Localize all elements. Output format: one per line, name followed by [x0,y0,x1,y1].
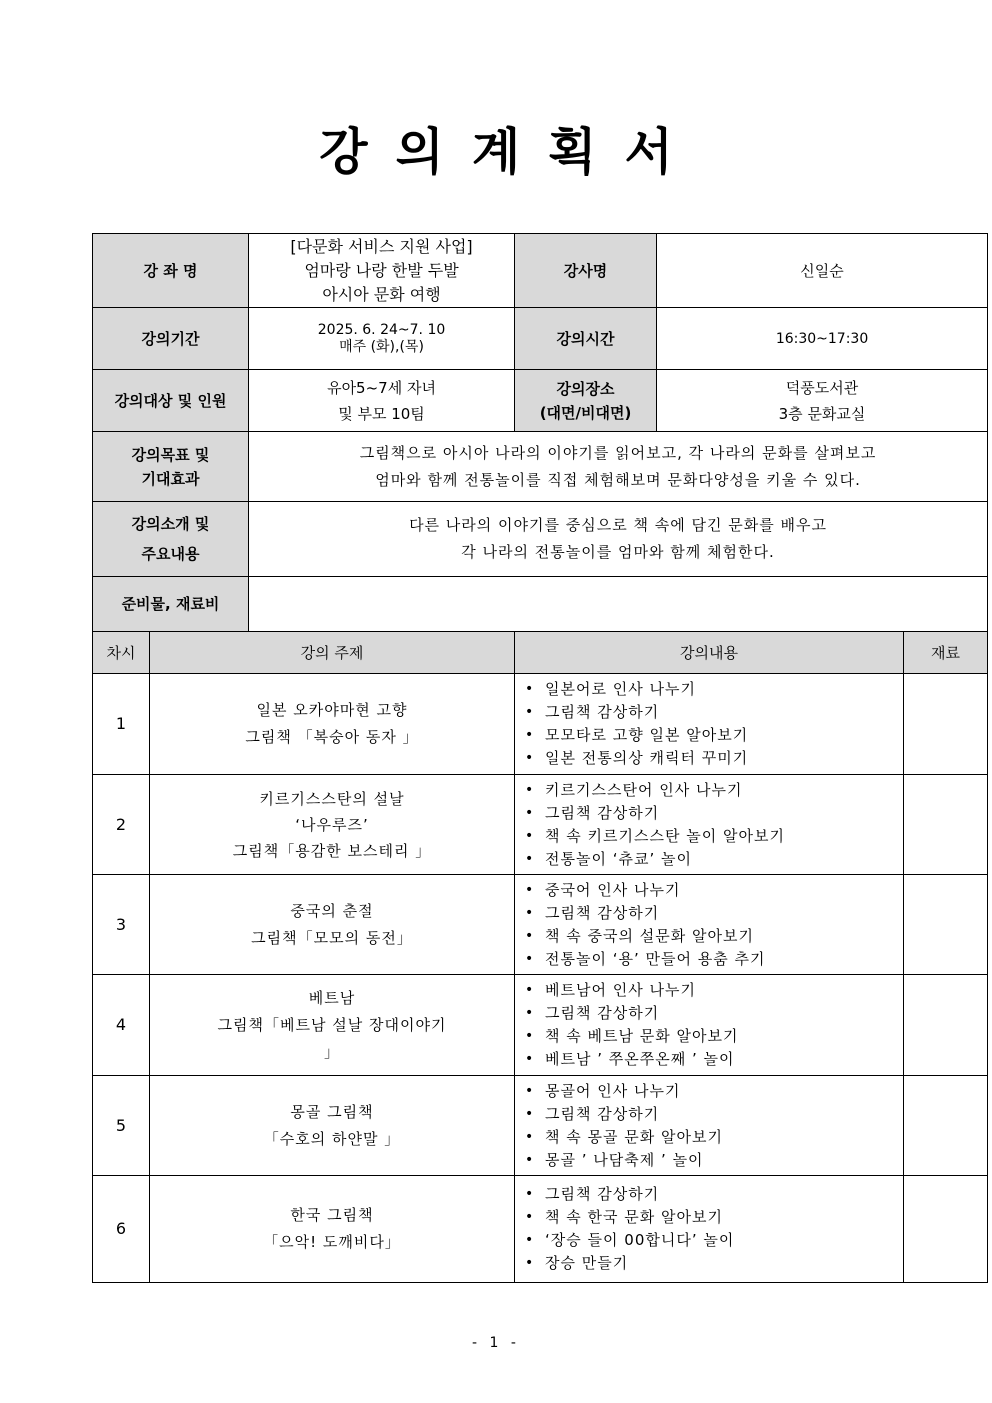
target-label: 강의대상 및 인원 [93,370,249,432]
session-number: 1 [93,674,150,775]
list-item: • 그림책 감상하기 [525,701,903,724]
goal-line: 엄마와 함께 전통놀이를 직접 체험해보며 문화다양성을 키울 수 있다. [375,470,861,489]
session-number: 2 [93,775,150,875]
list-item: • 전통놀이 ‘용’ 만들어 용춤 추기 [525,948,903,971]
list-item: • 책 속 한국 문화 알아보기 [525,1206,903,1229]
list-item: • 전통놀이 ‘츄쿄’ 놀이 [525,848,903,871]
session-topic [150,875,515,975]
session-number: 5 [93,1076,150,1176]
list-item: • 중국어 인사 나누기 [525,879,903,902]
list-item: • 그림책 감상하기 [525,1002,903,1025]
table-row [93,674,988,775]
topic-line: 몽골 그림책 [290,1102,374,1121]
header-session: 차시 [93,632,150,674]
list-item: • 몽골어 인사 나누기 [525,1080,903,1103]
instructor-label: 강사명 [515,234,657,308]
session-content [515,1176,904,1283]
list-item: • 키르기스스탄어 인사 나누기 [525,779,903,802]
topic-line: 그림책「모모의 동전」 [251,928,413,947]
topic-line: 」 [324,1042,341,1061]
place-line: 덕풍도서관 [785,378,859,397]
session-content [515,1076,904,1176]
list-item: • 베트남어 인사 나누기 [525,979,903,1002]
place-label-line: 강의장소 [556,379,615,398]
target-line: 유아5~7세 자녀 [327,378,436,397]
list-item: • ‘장승 들이 00합니다’ 놀이 [525,1229,903,1252]
goal-line: 그림책으로 아시아 나라의 이야기를 읽어보고, 각 나라의 문화를 살펴보고 [359,443,877,462]
topic-line: 키르기스스탄의 설날 [259,789,405,808]
row-intro [93,502,988,577]
topic-line: 베트남 [308,988,356,1007]
topic-line: 그림책「용감한 보스테리 」 [232,841,432,860]
session-number: 3 [93,875,150,975]
time-value: 16:30~17:30 [657,308,988,370]
row-materials [93,577,988,632]
list-item: • 일본어로 인사 나누기 [525,678,903,701]
table-row [93,875,988,975]
page-title: 강의계획서 [319,123,701,181]
list-item: • 책 속 키르기스스탄 놀이 알아보기 [525,825,903,848]
header-topic: 강의 주제 [150,632,515,674]
materials-value [249,577,988,632]
instructor-name: 신일순 [657,234,988,308]
topic-line: 「수호의 하얀말 」 [263,1129,401,1148]
row-course [93,234,988,308]
place-line: 3층 문화교실 [778,404,866,423]
session-topic [150,674,515,775]
course-line: 아시아 문화 여행 [322,284,441,304]
goal-label-line: 강의목표 및 [131,445,210,464]
list-item: • 모모타로 고향 일본 알아보기 [525,724,903,747]
topic-line: 그림책「베트남 설날 장대이야기 [217,1015,447,1034]
intro-label-line: 주요내용 [141,545,200,563]
intro-line: 각 나라의 전통놀이를 엄마와 함께 체험한다. [461,543,775,561]
topic-line: 한국 그림책 [290,1206,374,1224]
session-number: 6 [93,1176,150,1283]
table-row [93,775,988,875]
topic-line: 「으악! 도깨비다」 [263,1233,401,1251]
header-content: 강의내용 [515,632,904,674]
target-value [249,370,515,432]
table-row [93,1076,988,1176]
header-material: 재료 [904,632,988,674]
session-topic [150,975,515,1076]
intro-line: 다른 나라의 이야기를 중심으로 책 속에 담긴 문화를 배우고 [409,516,827,534]
row-goal [93,432,988,502]
session-material [904,1076,988,1176]
topic-line: 일본 오카야마현 고향 [256,701,408,719]
goal-label-line: 기대효과 [141,469,200,488]
session-content [515,975,904,1076]
place-label [515,370,657,432]
page-number: - 1 - [472,1335,520,1351]
intro-label-line: 강의소개 및 [131,515,210,533]
session-content [515,875,904,975]
place-value [657,370,988,432]
course-name [249,234,515,308]
list-item: • 그림책 감상하기 [525,1183,903,1206]
course-line: 엄마랑 나랑 한발 두발 [304,260,459,280]
list-item: • 그림책 감상하기 [525,1103,903,1126]
period-line: 2025. 6. 24~7. 10 [317,321,446,338]
period-line: 매주 (화),(목) [339,338,424,355]
list-item: • 일본 전통의상 캐릭터 꾸미기 [525,747,903,770]
period-value [249,308,515,370]
table-row [93,975,988,1076]
row-target [93,370,988,432]
place-label-line: (대면/비대면) [539,403,632,422]
topic-line: 중국의 춘절 [290,901,374,920]
list-item: • 몽골 ’ 나담축제 ’ 놀이 [525,1149,903,1172]
list-item: • 그림책 감상하기 [525,902,903,925]
goal-label [93,432,249,502]
list-item: • 그림책 감상하기 [525,802,903,825]
materials-label: 준비물, 재료비 [93,577,249,632]
course-line: [다문화 서비스 지원 사업] [290,236,473,256]
list-item: • 장승 만들기 [525,1252,903,1275]
period-label: 강의기간 [93,308,249,370]
list-item: • 책 속 중국의 설문화 알아보기 [525,925,903,948]
topic-line: 그림책 「복숭아 동자 」 [245,728,419,746]
session-material [904,975,988,1076]
session-material [904,875,988,975]
lecture-plan-table [92,233,988,1283]
list-item: • 책 속 몽골 문화 알아보기 [525,1126,903,1149]
row-period [93,308,988,370]
intro-label [93,502,249,577]
schedule-header-row [93,632,988,674]
list-item: • 베트남 ’ 쭈온쭈온째 ’ 놀이 [525,1048,903,1071]
session-topic [150,1076,515,1176]
course-label: 강 좌 명 [93,234,249,308]
session-material [904,775,988,875]
session-topic [150,1176,515,1283]
session-material [904,1176,988,1283]
intro-value [249,502,988,577]
time-label: 강의시간 [515,308,657,370]
goal-value [249,432,988,502]
list-item: • 책 속 베트남 문화 알아보기 [525,1025,903,1048]
target-line: 및 부모 10팀 [338,404,425,423]
table-row [93,1176,988,1283]
session-topic [150,775,515,875]
session-content [515,674,904,775]
topic-line: ‘나우루즈’ [295,815,369,834]
session-material [904,674,988,775]
session-content [515,775,904,875]
session-number: 4 [93,975,150,1076]
